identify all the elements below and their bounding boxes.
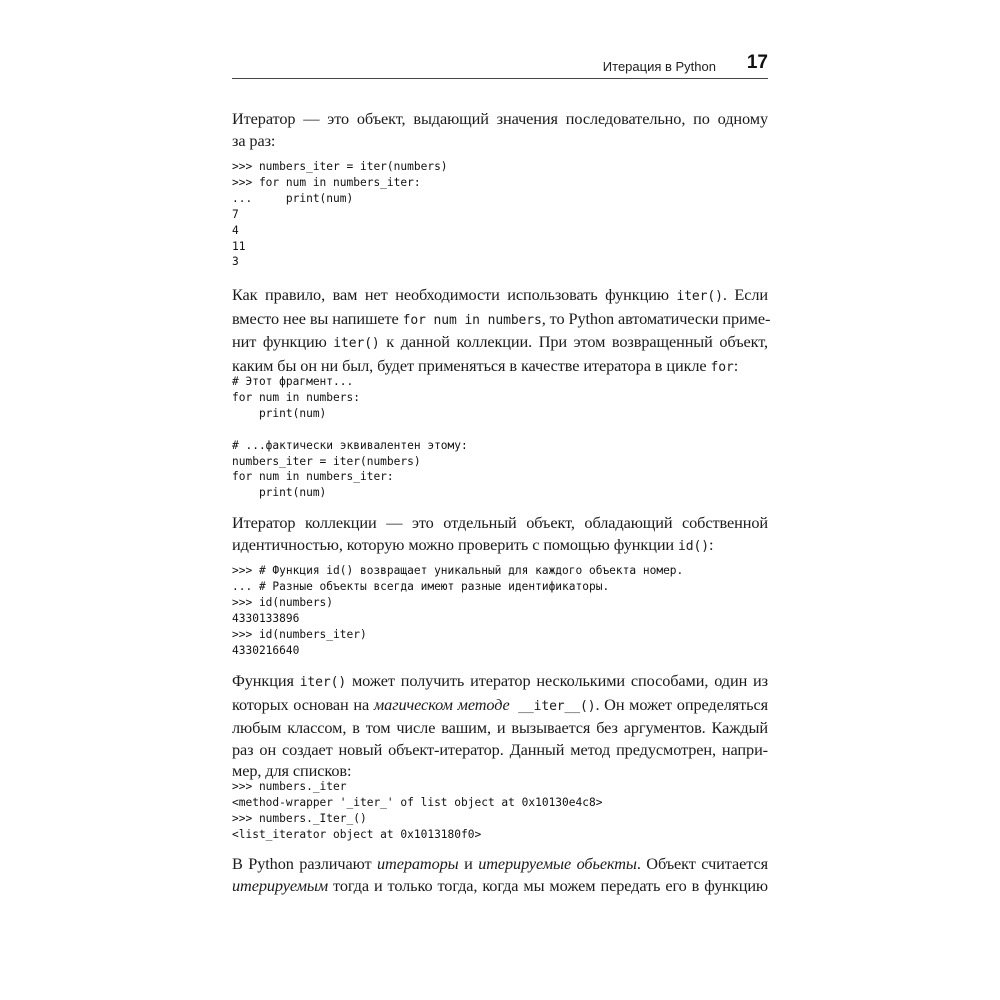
code-line: print(num) bbox=[232, 486, 327, 500]
emphasis: магическом методе bbox=[373, 694, 510, 714]
text-line: идентичностью, которую можно проверить с помощью функции id(): bbox=[232, 534, 714, 554]
code-block-id bbox=[232, 563, 768, 658]
text-line: мер, для списков: bbox=[232, 761, 352, 781]
text-line: любым классом, в том числе вашим, и вызывается без аргументов. Каждый bbox=[232, 718, 768, 738]
code-line: for num in numbers: bbox=[232, 390, 360, 404]
code-line: >>> numbers_iter = iter(numbers) bbox=[232, 160, 448, 173]
code-line: <list_iterator object at 0x1013180f0> bbox=[232, 827, 482, 841]
code-line: # ...фактически эквивалентен этому: bbox=[232, 438, 468, 452]
inline-code: iter() bbox=[299, 675, 347, 690]
text-line: раз он создает новый объект-итератор. Данный метод предусмотрен, напри- bbox=[232, 739, 768, 759]
code-line: <method-wrapper '_iter_' of list object at 0x10130e4c8> bbox=[232, 795, 603, 809]
inline-code: iter() bbox=[676, 289, 723, 304]
text-line: Функция iter() может получить итератор несколькими способами, один из bbox=[232, 671, 768, 690]
code-line: print(num) bbox=[232, 406, 327, 420]
paragraph-iterator-definition bbox=[232, 108, 768, 151]
code-line: numbers_iter = iter(numbers) bbox=[232, 454, 421, 468]
paragraph-identity bbox=[232, 512, 768, 557]
code-line: 4330216640 bbox=[232, 643, 300, 657]
emphasis: итераторы bbox=[377, 854, 459, 873]
code-line: >>> # Функция id() возвращает уникальный для каждого объекта номер. bbox=[232, 564, 684, 577]
emphasis: итерируемые обьекты bbox=[478, 854, 637, 873]
inline-code: for bbox=[710, 359, 734, 375]
page-header bbox=[232, 52, 768, 78]
code-line: # Этот фрагмент... bbox=[232, 375, 354, 388]
code-line: 11 bbox=[232, 239, 246, 253]
text-line: вместо нее вы напишете for num in numbers, то Python автоматически приме- bbox=[232, 308, 771, 328]
text-line: за раз: bbox=[232, 130, 276, 150]
text-line: итерируемым тогда и только тогда, когда мы можем передать его в функцию bbox=[232, 875, 768, 895]
paragraph-magic-method bbox=[232, 670, 768, 782]
code-line: >>> id(numbers_iter) bbox=[232, 627, 367, 641]
code-line: >>> for num in numbers_iter: bbox=[232, 175, 421, 189]
code-block-equivalent bbox=[232, 374, 768, 501]
text-line: каким бы он ни был, будет применяться в качестве итератора в цикле for: bbox=[232, 355, 739, 375]
inline-code: for num in numbers bbox=[402, 312, 542, 328]
inline-code: iter() bbox=[333, 336, 380, 352]
text-line: Итератор коллекции — это отдельный объект, обладающий собственной bbox=[232, 513, 768, 532]
code-block-iter-loop bbox=[232, 159, 768, 270]
paragraph-iter-function bbox=[232, 284, 771, 378]
text-line: нит функцию iter() к данной коллекции. При этом возвращенный объект, bbox=[232, 332, 768, 352]
code-line: ... print(num) bbox=[232, 191, 354, 205]
code-line: >>> id(numbers) bbox=[232, 595, 334, 609]
paragraph-iterables bbox=[232, 853, 768, 896]
code-line: >>> numbers._Iter_() bbox=[232, 811, 367, 825]
code-line: >>> numbers._iter bbox=[232, 780, 347, 793]
emphasis: итерируемым bbox=[232, 875, 329, 895]
code-line: 4 bbox=[232, 223, 239, 237]
code-line: for num in numbers_iter: bbox=[232, 470, 394, 484]
header-rule bbox=[232, 78, 768, 79]
text-line: Итератор — это объект, выдающий значения последовательно, по одному bbox=[232, 109, 768, 128]
inline-code: __iter__() bbox=[509, 698, 596, 714]
running-title: Итерация в Python bbox=[602, 59, 716, 74]
code-line: 7 bbox=[232, 207, 239, 221]
text-line: которых основан на магическом методе __iter__(). Он может определяться bbox=[232, 694, 768, 714]
code-block-dunder-iter bbox=[232, 779, 768, 843]
text-line: Как правило, вам нет необходимости использовать функцию iter(). Если bbox=[232, 285, 768, 304]
code-line: ... # Разные объекты всегда имеют разные идентификаторы. bbox=[232, 579, 610, 593]
text-line: В Python различают итераторы и итерируемые обьекты. Объект считается bbox=[232, 854, 768, 873]
page-number: 17 bbox=[746, 52, 768, 73]
inline-code: id() bbox=[678, 538, 709, 554]
code-line: 3 bbox=[232, 255, 239, 269]
code-line: 4330133896 bbox=[232, 611, 300, 625]
